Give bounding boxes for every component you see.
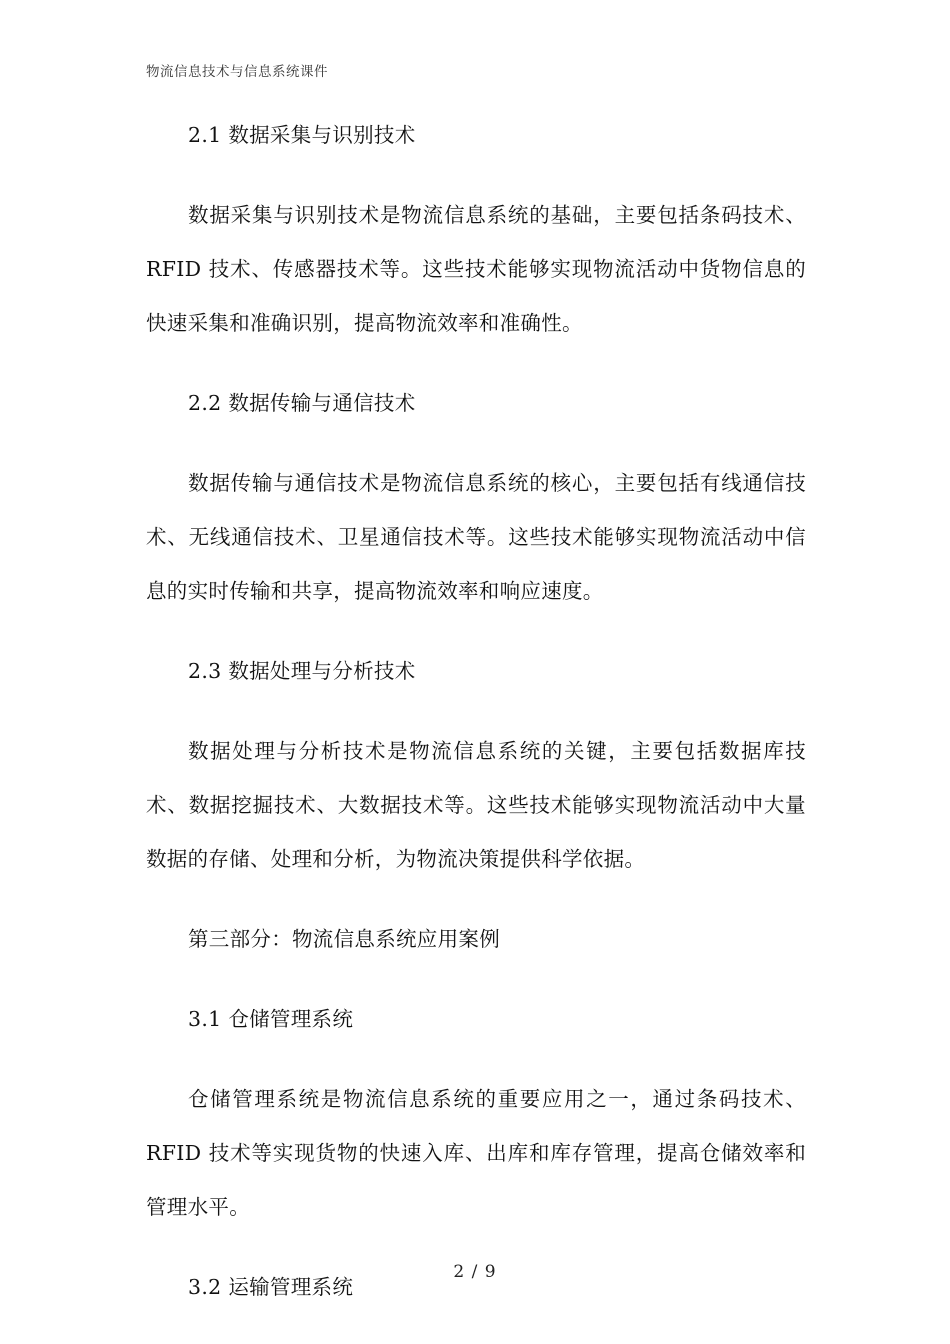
- paragraph-warehouse-management: 仓储管理系统是物流信息系统的重要应用之一，通过条码技术、RFID 技术等实现货物的快速入库、出库和库存管理，提高仓储效率和管理水平。: [146, 1087, 806, 1219]
- page-number: 2 / 9: [453, 1262, 497, 1282]
- section-heading-2-2: 2.2 数据传输与通信技术: [188, 391, 416, 415]
- section-heading-2-1: 2.1 数据采集与识别技术: [188, 123, 416, 147]
- section-heading-3-2: 3.2 运输管理系统: [188, 1275, 354, 1299]
- paragraph-data-processing: 数据处理与分析技术是物流信息系统的关键，主要包括数据库技术、数据挖掘技术、大数据技术等。这些技术能够实现物流活动中大量数据的存储、处理和分析，为物流决策提供科学依据。: [146, 739, 806, 871]
- section-heading-3-1: 3.1 仓储管理系统: [188, 1007, 354, 1031]
- document-body: [146, 108, 806, 1340]
- section-heading-2-3: 2.3 数据处理与分析技术: [188, 659, 416, 683]
- part-heading-3: 第三部分：物流信息系统应用案例: [188, 927, 500, 951]
- paragraph-data-transmission: 数据传输与通信技术是物流信息系统的核心，主要包括有线通信技术、无线通信技术、卫星通信技术等。这些技术能够实现物流活动中信息的实时传输和共享，提高物流效率和响应速度。: [146, 471, 806, 603]
- document-header: 物流信息技术与信息系统课件: [146, 64, 328, 80]
- paragraph-data-collection: 数据采集与识别技术是物流信息系统的基础，主要包括条码技术、RFID 技术、传感器技术等。这些技术能够实现物流活动中货物信息的快速采集和准确识别，提高物流效率和准确性。: [146, 203, 806, 335]
